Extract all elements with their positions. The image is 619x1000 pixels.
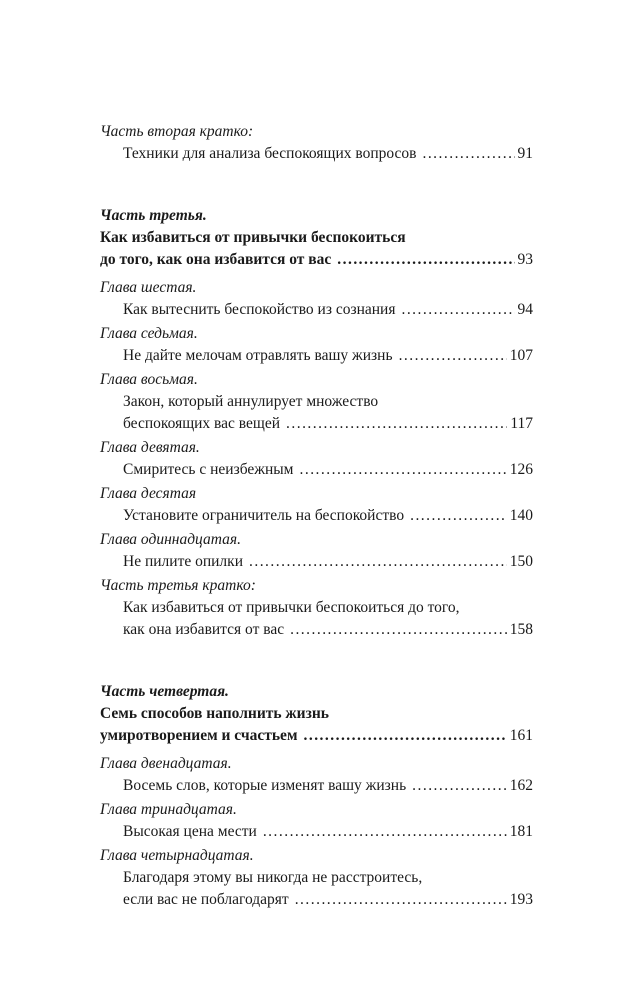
summary2-label: Часть вторая кратко: (100, 123, 254, 140)
toc-entry-ch10[interactable] (100, 505, 533, 527)
ch11-page: 150 (509, 553, 533, 570)
dot-leader (401, 299, 514, 321)
ch12-title: Восемь слов, которые изменят вашу жизнь (123, 777, 407, 794)
ch7-page: 107 (509, 347, 533, 364)
ch6-title: Как вытеснить беспокойство из сознания (123, 301, 396, 318)
ch14-title-line1: Благодаря этому вы никогда не расстроитесь, (123, 869, 423, 886)
toc-entry-ch8[interactable] (100, 413, 533, 435)
toc-entry-part3[interactable] (100, 249, 533, 271)
summary3-title-line1: Как избавиться от привычки беспокоиться до того, (123, 599, 460, 616)
toc-entry-ch9[interactable] (100, 459, 533, 481)
table-of-contents (100, 121, 533, 911)
dot-leader (290, 619, 507, 641)
toc-entry-summary2[interactable] (100, 143, 533, 165)
part3-label: Часть третья. (100, 207, 207, 224)
dot-leader (399, 345, 507, 367)
toc-entry-part4[interactable] (100, 725, 533, 747)
ch8-title-line1: Закон, который аннулирует множество (123, 393, 379, 410)
ch9-page: 126 (509, 461, 533, 478)
ch12-page: 162 (509, 777, 533, 794)
ch12-label: Глава двенадцатая. (100, 755, 232, 772)
dot-leader (300, 459, 507, 481)
ch8-page: 117 (510, 415, 533, 432)
toc-entry-ch13[interactable] (100, 821, 533, 843)
ch13-label: Глава тринадцатая. (100, 801, 237, 818)
toc-entry-ch11[interactable] (100, 551, 533, 573)
dot-leader (249, 551, 507, 573)
part4-title-line2: умиротворением и счастьем (100, 727, 298, 744)
ch13-title: Высокая цена мести (123, 823, 257, 840)
ch11-title: Не пилите опилки (123, 553, 243, 570)
summary3-page: 158 (509, 621, 533, 638)
summary3-title-line2: как она избавится от вас (123, 621, 285, 638)
summary3-label: Часть третья кратко: (100, 577, 256, 594)
dot-leader (295, 889, 507, 911)
part3-title-line1: Как избавиться от привычки беспокоиться (100, 229, 406, 246)
summary2-page: 91 (517, 145, 533, 162)
ch14-page: 193 (509, 891, 533, 908)
ch10-page: 140 (509, 507, 533, 524)
ch10-title: Установите ограничитель на беспокойство (123, 507, 405, 524)
ch10-label: Глава десятая (100, 485, 197, 502)
ch9-label: Глава девятая. (100, 439, 200, 456)
part4-label: Часть четвертая. (100, 683, 229, 700)
toc-entry-ch6[interactable] (100, 299, 533, 321)
ch11-label: Глава одиннадцатая. (100, 531, 241, 548)
toc-entry-summary3[interactable] (100, 619, 533, 641)
summary2-title: Техники для анализа беспокоящих вопросов (123, 145, 417, 162)
ch6-page: 94 (517, 301, 533, 318)
part4-page: 161 (509, 727, 533, 744)
ch9-title: Смиритесь с неизбежным (123, 461, 294, 478)
part4-title-line1: Семь способов наполнить жизнь (100, 705, 329, 722)
toc-entry-ch14[interactable] (100, 889, 533, 911)
ch8-label: Глава восьмая. (100, 371, 198, 388)
ch13-page: 181 (509, 823, 533, 840)
ch7-title: Не дайте мелочам отравлять вашу жизнь (123, 347, 393, 364)
dot-leader (263, 821, 507, 843)
ch14-label: Глава четырнадцатая. (100, 847, 254, 864)
dot-leader (422, 143, 514, 165)
toc-entry-ch12[interactable] (100, 775, 533, 797)
ch6-label: Глава шестая. (100, 279, 197, 296)
ch14-title-line2: если вас не поблагодарят (123, 891, 289, 908)
ch8-title-line2: беспокоящих вас вещей (123, 415, 281, 432)
dot-leader (337, 249, 514, 271)
dot-leader (304, 725, 507, 747)
ch7-label: Глава седьмая. (100, 325, 198, 342)
part3-page: 93 (517, 251, 533, 268)
part3-title-line2: до того, как она избавится от вас (100, 251, 332, 268)
dot-leader (412, 775, 507, 797)
dot-leader (410, 505, 507, 527)
dot-leader (286, 413, 507, 435)
toc-entry-ch7[interactable] (100, 345, 533, 367)
